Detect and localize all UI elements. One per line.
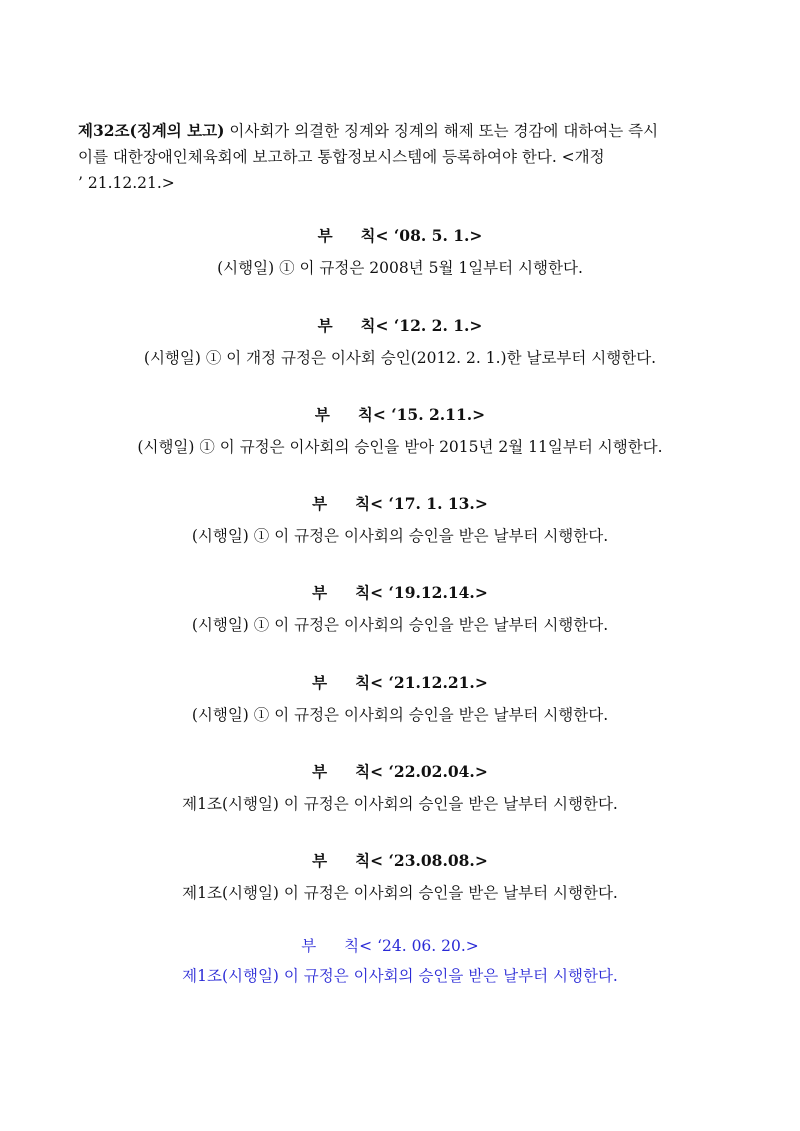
addendum-date: < ‘21.12.21.>	[370, 673, 488, 692]
addendum-bu: 부	[314, 405, 330, 424]
addendum-chik: 칙	[355, 851, 371, 870]
addendum-title	[0, 224, 800, 248]
article-heading: 제32조(징계의 보고)	[78, 121, 225, 140]
addendum-body: (시행일) ① 이 규정은 이사회의 승인을 받은 날부터 시행한다.	[191, 706, 609, 724]
article-text-1: 이사회가 의결한 징계와 징계의 해제 또는 경감에 대하여는 즉시	[224, 122, 659, 140]
addendum-bu: 부	[317, 226, 333, 245]
addendum-bu: 부	[312, 673, 328, 692]
addendum-body: (시행일) ① 이 규정은 2008년 5월 1일부터 시행한다.	[217, 259, 583, 277]
addendum-date: < ‘22.02.04.>	[370, 762, 488, 781]
addendum-date: < ‘15. 2.11.>	[372, 405, 486, 424]
addendum-title	[0, 314, 800, 338]
article-line-2: 이를 대한장애인체육회에 보고하고 통합정보시스템에 등록하여야 한다. <개정	[78, 148, 605, 166]
addendum-date: < ‘24. 06. 20.>	[359, 937, 479, 955]
addendum-body: (시행일) ① 이 규정은 이사회의 승인을 받은 날부터 시행한다.	[191, 527, 609, 545]
addendum-chik: 칙	[355, 494, 371, 513]
addendum-date: < ‘12. 2. 1.>	[375, 316, 483, 335]
addendum-bu: 부	[312, 762, 328, 781]
addendum-date: < ‘23.08.08.>	[370, 851, 488, 870]
addendum-chik: 칙	[355, 583, 371, 602]
addendum-title	[0, 760, 800, 784]
article-32	[78, 118, 724, 196]
addendum-bu: 부	[301, 937, 317, 955]
addendum-bu: 부	[317, 316, 333, 335]
addendum-title	[0, 671, 800, 695]
addendum-title	[0, 403, 800, 427]
addendum-chik: 칙	[357, 405, 373, 424]
latest-addendum-body: 제1조(시행일) 이 규정은 이사회의 승인을 받은 날부터 시행한다.	[182, 967, 618, 985]
article-line-1	[78, 118, 724, 144]
addendum-body: 제1조(시행일) 이 규정은 이사회의 승인을 받은 날부터 시행한다.	[182, 884, 618, 902]
addendum-chik: 칙	[360, 316, 376, 335]
addendum-body: (시행일) ① 이 규정은 이사회의 승인을 받아 2015년 2월 11일부터 시행한다.	[137, 438, 663, 456]
article-line-3: ’ 21.12.21.>	[78, 174, 175, 192]
addendum-body: (시행일) ① 이 개정 규정은 이사회 승인(2012. 2. 1.)한 날로부터 시행한다.	[143, 349, 657, 367]
addendum-body: 제1조(시행일) 이 규정은 이사회의 승인을 받은 날부터 시행한다.	[182, 795, 618, 813]
addendum-chik: 칙	[344, 937, 360, 955]
addendum-bu: 부	[312, 583, 328, 602]
addendum-body: (시행일) ① 이 규정은 이사회의 승인을 받은 날부터 시행한다.	[191, 616, 609, 634]
latest-addendum-title	[0, 934, 790, 958]
addendum-date: < ‘08. 5. 1.>	[375, 226, 483, 245]
addendum-chik: 칙	[355, 762, 371, 781]
addendum-bu: 부	[312, 851, 328, 870]
addendum-chik: 칙	[360, 226, 376, 245]
addendum-date: < ‘19.12.14.>	[370, 583, 488, 602]
addendum-title	[0, 849, 800, 873]
addendum-date: < ‘17. 1. 13.>	[370, 494, 488, 513]
addendum-bu: 부	[312, 494, 328, 513]
addendum-chik: 칙	[355, 673, 371, 692]
addendum-title	[0, 581, 800, 605]
addendum-title	[0, 492, 800, 516]
